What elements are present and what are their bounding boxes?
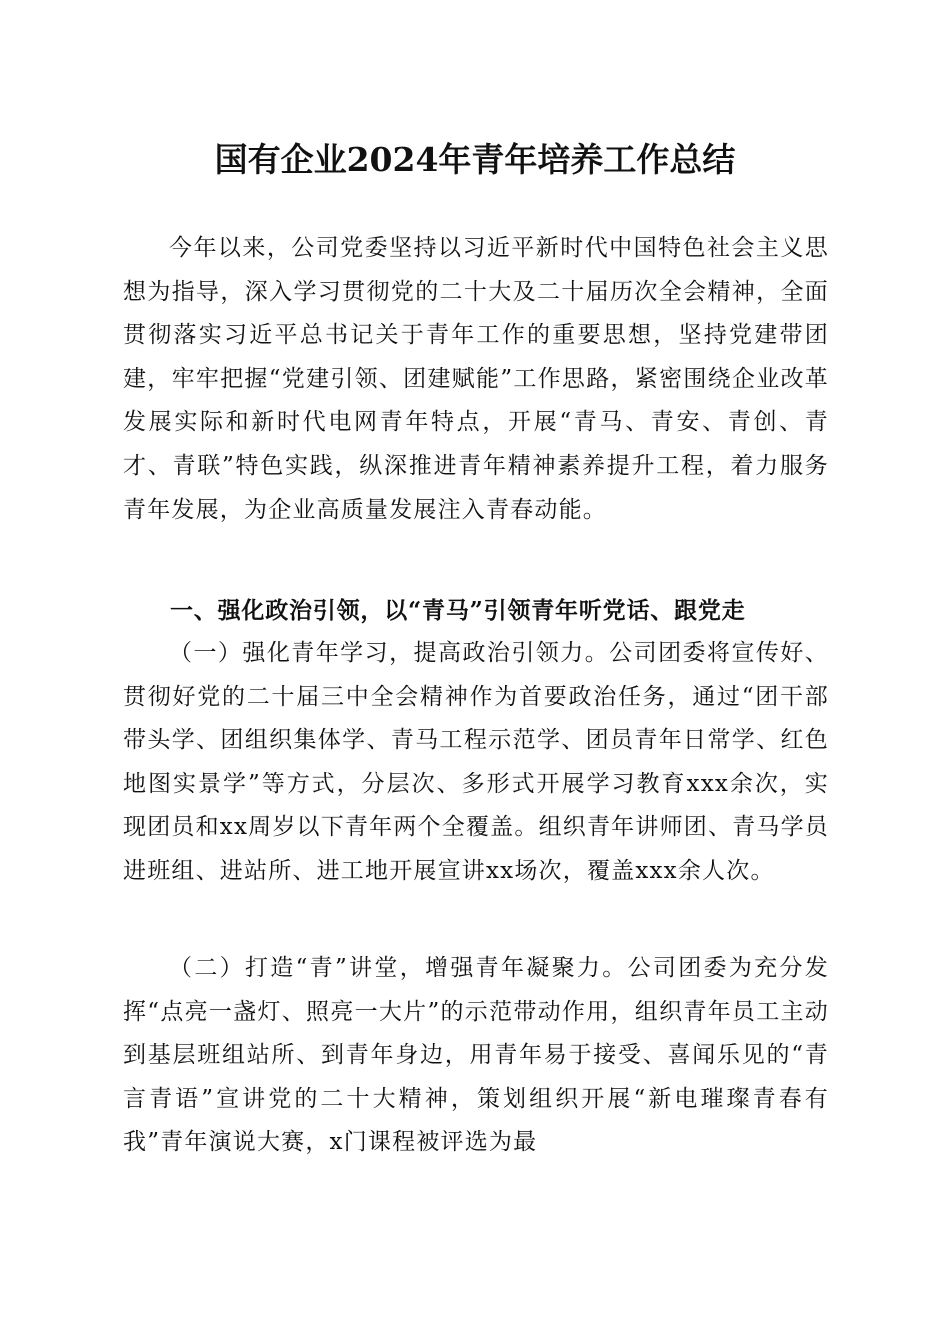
section-heading: 一、强化政治引领，以“青马”引领青年听党话、跟党走 bbox=[170, 597, 746, 624]
intro-paragraph: 今年以来，公司党委坚持以习近平新时代中国特色社会主义思想为指导，深入学习贯彻党的二十大及二十届历次全会精神，全面贯彻落实习近平总书记关于青年工作的重要思想，坚持党建带团建，牢牢把握“党建引领、团建赋能”工作思路，紧密围绕企业改革发展实际和新时代电网青年特点，开展“青马、青安、青创、青才、青联”特色实践，纵深推进青年精神素养提升工程，着力服务青年发展，为企业高质量发展注入青春动能。 bbox=[123, 235, 829, 523]
item-two-paragraph: （二）打造“青”讲堂，增强青年凝聚力。公司团委为充分发挥“点亮一盏灯、照亮一大片”的示范带动作用，组织青年员工主动到基层班组站所、到青年身边，用青年易于接受、喜闻乐见的“青言青语”宣讲党的二十大精神，策划组织开展“新电璀璨青春有我”青年演说大赛，x门课程被评选为最 bbox=[123, 955, 829, 1156]
document-title: 国有企业2024年青年培养工作总结 bbox=[214, 140, 736, 179]
item-one-paragraph: （一）强化青年学习，提高政治引领力。公司团委将宣传好、贯彻好党的二十届三中全会精神作为首要政治任务，通过“团干部带头学、团组织集体学、青马工程示范学、团员青年日常学、红色地图实景学”等方式，分层次、多形式开展学习教育xxx余次，实现团员和xx周岁以下青年两个全覆盖。组织青年讲师团、青马学员进班组、进站所、进工地开展宣讲xx场次，覆盖xxx余人次。 bbox=[123, 640, 829, 884]
